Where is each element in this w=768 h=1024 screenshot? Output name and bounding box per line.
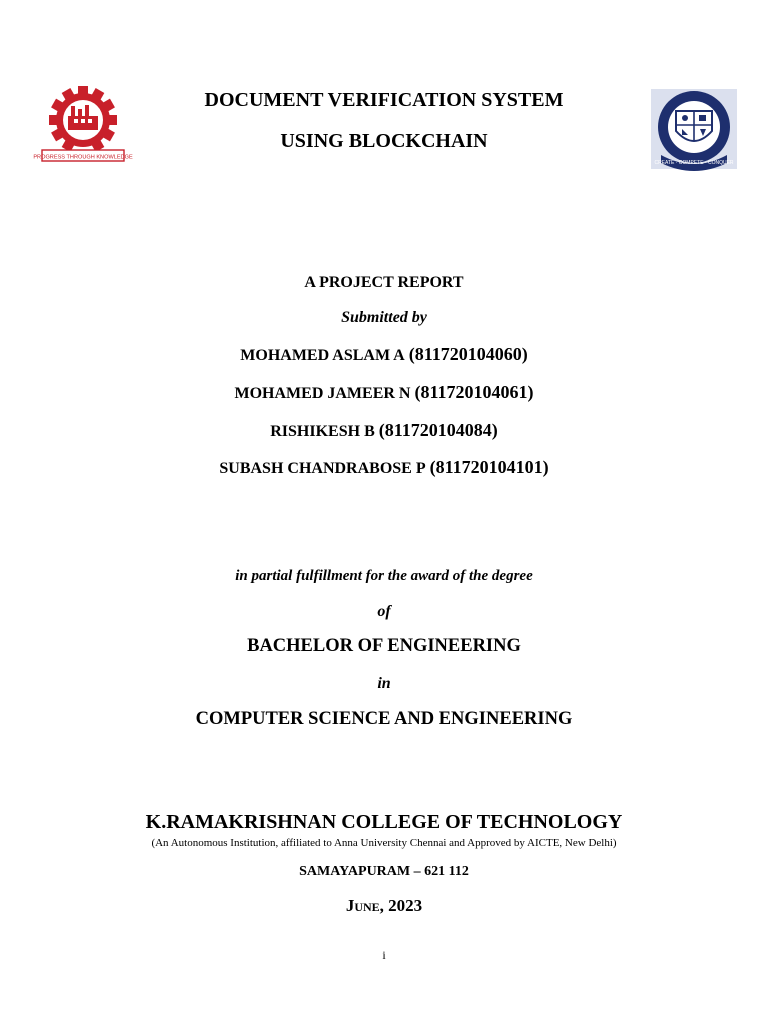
report-type: A PROJECT REPORT <box>304 274 464 291</box>
student-line <box>0 457 768 478</box>
degree-name: BACHELOR OF ENGINEERING <box>247 636 521 656</box>
krct-motto-text: CREATE · COMPETE · CONQUER <box>654 160 734 166</box>
college-name: K.RAMAKRISHNAN COLLEGE OF TECHNOLOGY <box>145 811 623 833</box>
student-name: RISHIKESH B <box>270 423 375 440</box>
student-id: (811720104061) <box>414 382 534 402</box>
college-affiliation: (An Autonomous Institution, affiliated to Anna University Chennai and Approved by AICTE, New Delhi) <box>151 837 617 849</box>
college-location: SAMAYAPURAM – 621 112 <box>299 864 469 879</box>
student-id: (811720104060) <box>408 344 528 364</box>
page-number: i <box>382 948 386 962</box>
student-line <box>0 344 768 365</box>
student-name: MOHAMED JAMEER N <box>234 385 411 402</box>
student-id: (811720104101) <box>429 457 549 477</box>
anna-banner-text: PROGRESS THROUGH KNOWLEDGE <box>33 154 133 161</box>
report-date: June, 2023 <box>345 896 423 915</box>
title-line-1: DOCUMENT VERIFICATION SYSTEM <box>204 89 564 111</box>
student-id: (811720104084) <box>378 420 498 440</box>
student-line <box>0 382 768 403</box>
student-name: MOHAMED ASLAM A <box>240 347 405 364</box>
degree-in: in <box>377 675 391 692</box>
title-line-2: USING BLOCKCHAIN <box>280 130 488 152</box>
student-name: SUBASH CHANDRABOSE P <box>219 460 426 477</box>
student-line <box>0 420 768 441</box>
fulfillment-text: in partial fulfillment for the award of the degree <box>235 568 533 584</box>
degree-branch: COMPUTER SCIENCE AND ENGINEERING <box>195 709 573 729</box>
degree-of: of <box>377 603 391 620</box>
submitted-by: Submitted by <box>341 309 427 326</box>
